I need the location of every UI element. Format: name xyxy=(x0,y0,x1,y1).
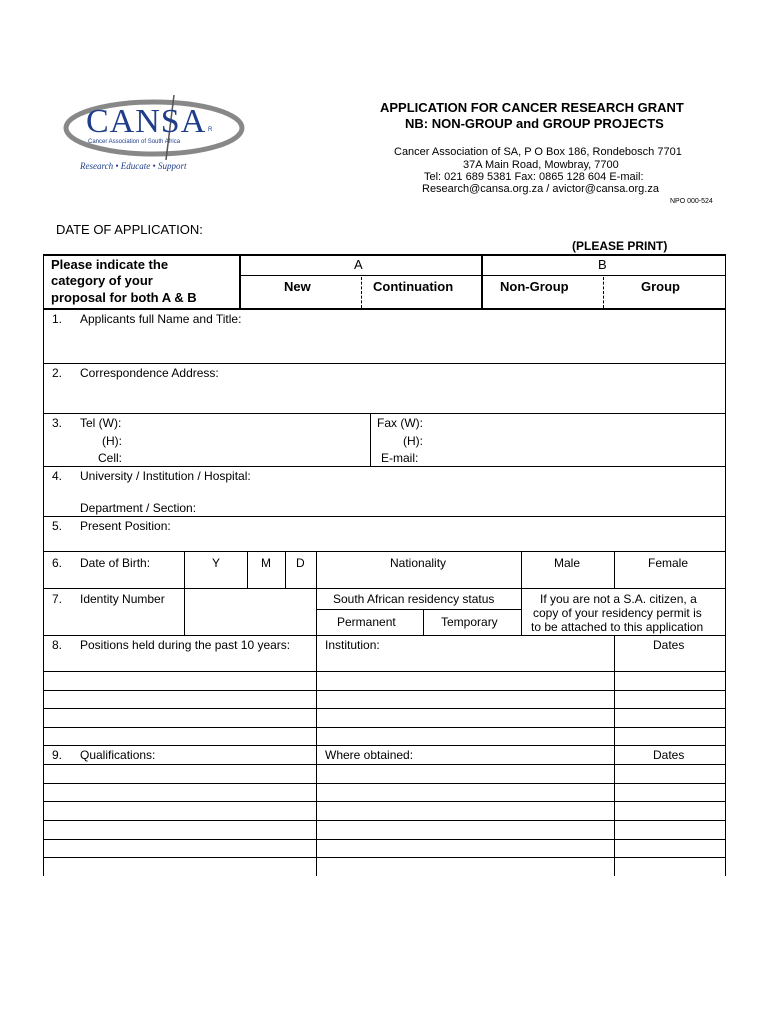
logo-name: CANSA xyxy=(86,103,207,140)
email-field[interactable] xyxy=(430,450,715,465)
dob-month-field[interactable] xyxy=(250,572,283,586)
row-9-number: 9. xyxy=(52,748,63,762)
where-obtained-label: Where obtained: xyxy=(325,748,414,762)
column-b-header: B xyxy=(598,257,607,272)
residency-temporary-option[interactable]: Temporary xyxy=(441,615,498,629)
row-2-number: 2. xyxy=(52,366,63,380)
cansa-logo xyxy=(62,92,247,182)
logo-tagline: Research • Educate • Support xyxy=(80,161,187,171)
logo-subtitle: Cancer Association of South Africa xyxy=(88,139,181,145)
present-position-field[interactable] xyxy=(185,518,715,548)
dob-day-field[interactable] xyxy=(288,572,314,586)
column-a-header: A xyxy=(354,257,363,272)
email-label: E-mail: xyxy=(381,451,419,465)
positions-dates-label: Dates xyxy=(653,638,685,652)
applicant-name-field[interactable] xyxy=(80,330,710,358)
category-prompt-line-1: Please indicate the xyxy=(51,257,169,272)
row-1-number: 1. xyxy=(52,312,63,326)
residency-status-label: South African residency status xyxy=(333,592,495,606)
correspondence-address-field[interactable] xyxy=(80,384,710,408)
row-4-number: 4. xyxy=(52,469,63,483)
address-line-3: Tel: 021 689 5381 Fax: 0865 128 604 E-mail: xyxy=(424,171,644,183)
positions-held-label: Positions held during the past 10 years: xyxy=(80,638,291,652)
form-subtitle: NB: NON-GROUP and GROUP PROJECTS xyxy=(405,116,664,131)
npo-number: NPO 000-524 xyxy=(670,198,713,205)
identity-number-label: Identity Number xyxy=(80,592,165,606)
present-position-label: Present Position: xyxy=(80,519,171,533)
dob-day-label: D xyxy=(296,556,305,570)
option-non-group[interactable]: Non-Group xyxy=(500,279,569,294)
form-title: APPLICATION FOR CANCER RESEARCH GRANT xyxy=(380,100,684,115)
permit-note-line-2: copy of your residency permit is xyxy=(533,606,702,620)
row-6-number: 6. xyxy=(52,556,63,570)
residency-permanent-option[interactable]: Permanent xyxy=(337,615,396,629)
nationality-label: Nationality xyxy=(390,556,447,570)
institution-field[interactable] xyxy=(270,468,715,483)
fax-work-label: Fax (W): xyxy=(377,416,423,430)
department-field[interactable] xyxy=(210,500,715,515)
dob-year-label: Y xyxy=(212,556,221,570)
fax-work-field[interactable] xyxy=(430,415,715,430)
date-of-birth-label: Date of Birth: xyxy=(80,556,151,570)
fax-home-field[interactable] xyxy=(430,433,715,448)
fax-home-label: (H): xyxy=(403,434,423,448)
address-line-4: Research@cansa.org.za / avictor@cansa.org.za xyxy=(422,183,659,195)
department-label: Department / Section: xyxy=(80,501,197,515)
cell-label: Cell: xyxy=(98,451,123,465)
tel-work-label: Tel (W): xyxy=(80,416,122,430)
tel-work-field[interactable] xyxy=(130,415,360,430)
male-option[interactable]: Male xyxy=(554,556,581,570)
please-print-note: (PLEASE PRINT) xyxy=(572,239,668,253)
option-new[interactable]: New xyxy=(284,279,311,294)
category-prompt-line-3: proposal for both A & B xyxy=(51,290,197,305)
permit-note-line-1: If you are not a S.A. citizen, a xyxy=(540,592,697,606)
address-line-2: 37A Main Road, Mowbray, 7700 xyxy=(463,159,619,171)
dob-month-label: M xyxy=(261,556,271,570)
tel-home-field[interactable] xyxy=(130,433,360,448)
date-of-application-field[interactable] xyxy=(225,222,525,238)
date-of-application-label: DATE OF APPLICATION: xyxy=(56,222,203,237)
permit-note-line-3: to be attached to this application xyxy=(531,620,704,634)
institution-column-label: Institution: xyxy=(325,638,380,652)
option-group[interactable]: Group xyxy=(641,279,680,294)
tel-home-label: (H): xyxy=(102,434,122,448)
category-prompt-line-2: category of your xyxy=(51,273,153,288)
row-7-number: 7. xyxy=(52,592,63,606)
correspondence-address-label: Correspondence Address: xyxy=(80,366,219,380)
row-3-number: 3. xyxy=(52,416,63,430)
option-continuation[interactable]: Continuation xyxy=(373,279,454,294)
nationality-field[interactable] xyxy=(320,572,518,586)
logo-registered-mark: R xyxy=(208,127,213,133)
institution-label: University / Institution / Hospital: xyxy=(80,469,251,483)
dob-year-field[interactable] xyxy=(187,572,245,586)
qualifications-label: Qualifications: xyxy=(80,748,156,762)
qualifications-dates-label: Dates xyxy=(653,748,685,762)
row-5-number: 5. xyxy=(52,519,63,533)
row-8-number: 8. xyxy=(52,638,63,652)
cell-field[interactable] xyxy=(130,450,360,465)
applicant-name-label: Applicants full Name and Title: xyxy=(80,312,242,326)
address-line-1: Cancer Association of SA, P O Box 186, Rondebosch 7701 xyxy=(394,146,682,158)
female-option[interactable]: Female xyxy=(648,556,689,570)
identity-number-field[interactable] xyxy=(188,592,312,632)
